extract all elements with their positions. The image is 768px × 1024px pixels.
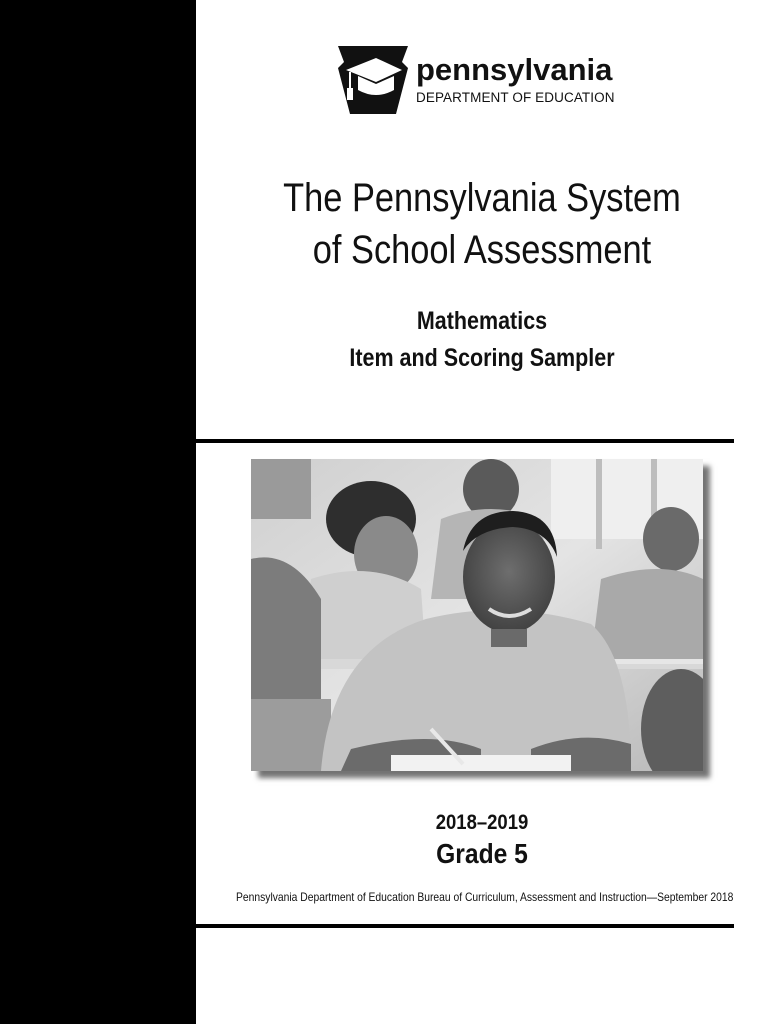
students-in-classroom-image: [251, 459, 703, 771]
document-title-line-1: The Pennsylvania System: [283, 176, 681, 220]
grade-level: Grade 5: [436, 838, 528, 869]
school-year: 2018–2019: [435, 811, 529, 834]
subject-heading: Mathematics: [416, 307, 548, 335]
classroom-photo: [251, 459, 703, 771]
sampler-heading: Item and Scoring Sampler: [349, 344, 615, 372]
pde-logo: [336, 44, 626, 116]
keystone-graduation-cap-icon: [336, 44, 410, 116]
document-title-line-2: of School Assessment: [312, 228, 652, 272]
left-black-band: [0, 0, 196, 1024]
publisher-line: Pennsylvania Department of Education Bureau of Curriculum, Assessment and Instruction—September 2018: [236, 890, 734, 904]
top-divider: [196, 439, 734, 443]
bottom-divider: [196, 924, 734, 928]
logo-department: DEPARTMENT OF EDUCATION: [416, 90, 615, 105]
cover-page: [196, 0, 768, 1024]
logo-wordmark: pennsylvania: [416, 52, 613, 87]
